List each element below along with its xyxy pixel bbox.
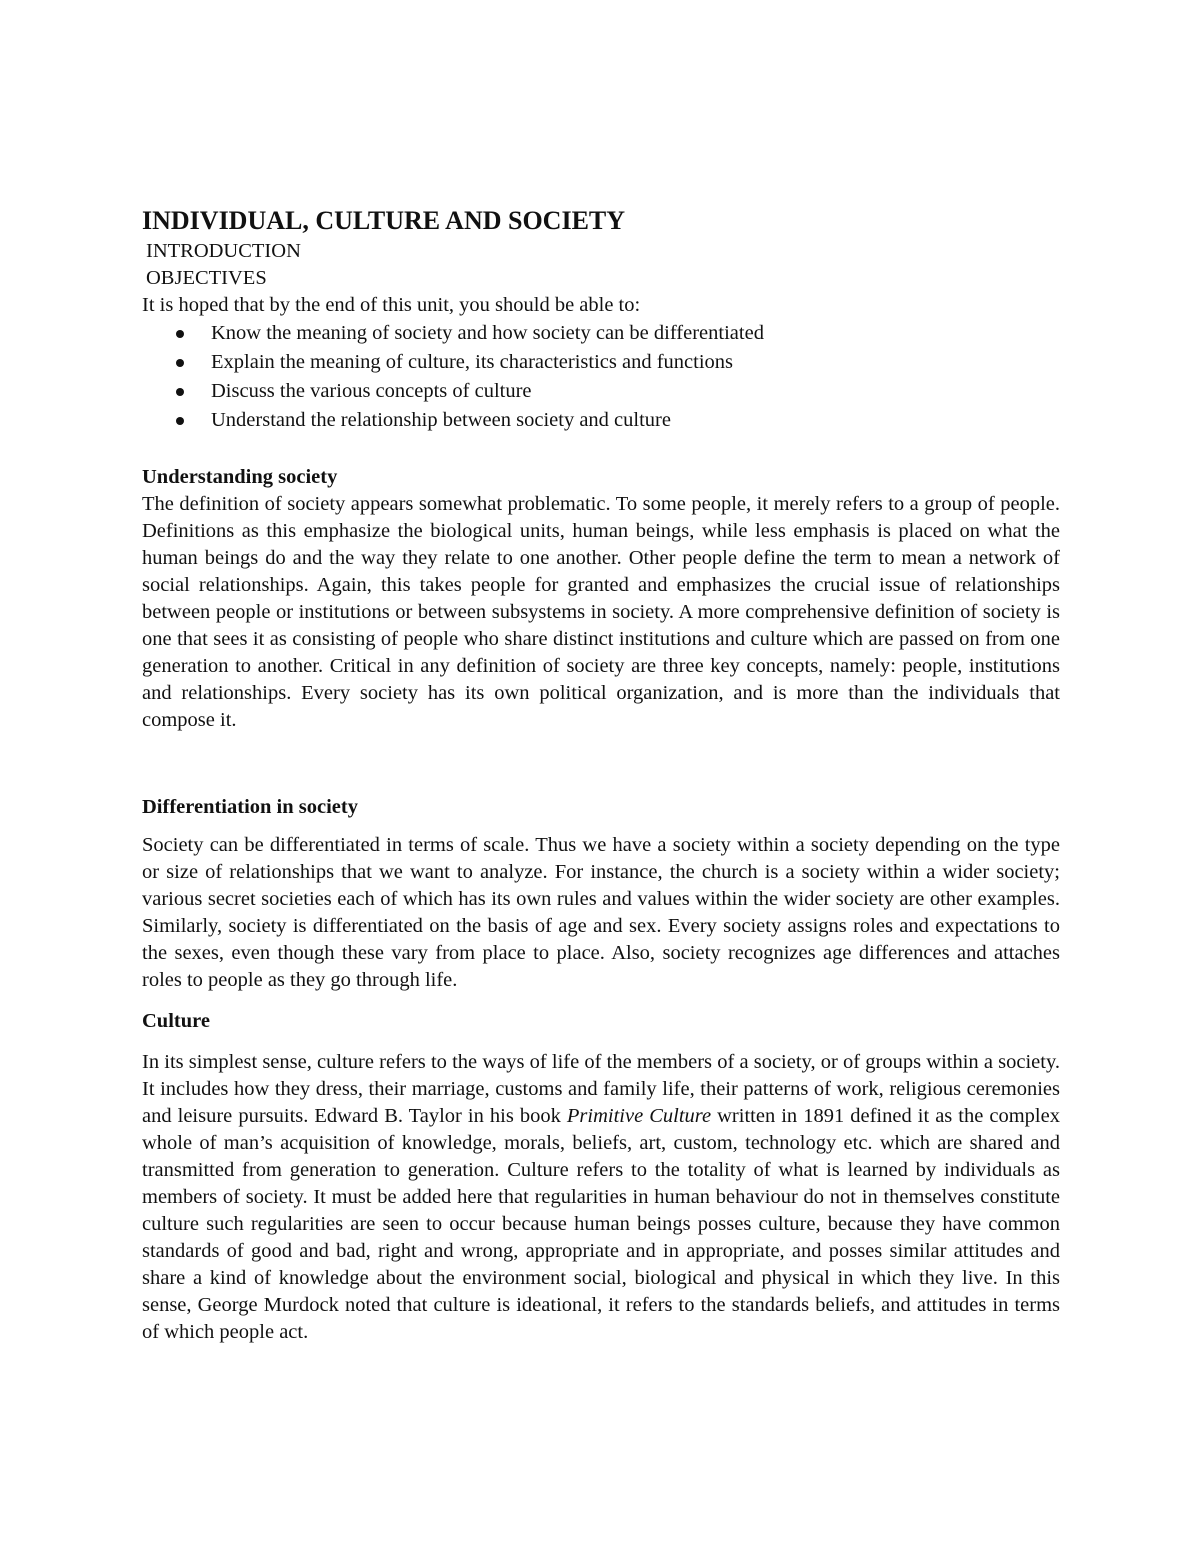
culture-text-part2: written in 1891 defined it as the complex whole of man’s acquisition of knowledge, morals, beliefs, art, custom, technology etc. which are shared and transmitted from generation to generation. Culture refers to the totality of what is learned by individuals as members of society. It must be added here that regularities in human behaviour do not in themselves constitute culture such regularities are seen to occur because human beings posses culture, because they have common standards of good and bad, right and wrong, appropriate and in appropriate, and posses similar attitudes and share a kind of knowledge about the environment social, biological and physical in which they live. In this sense, George Murdock noted that culture is ideational, it refers to the standards beliefs, and attitudes in terms of which people act. (142, 1105, 1060, 1343)
document-page (142, 204, 1060, 1346)
bullet-icon (176, 359, 184, 367)
differentiation-paragraph: Society can be differentiated in terms of scale. Thus we have a society within a society depending on the type or size of relationships that we want to analyze. For instance, the church is a society within a wider society; various secret societies each of which has its own rules and values within the wider society are other examples. Similarly, society is differentiated on the basis of age and sex. Every society assigns roles and expectations to the sexes, even though these vary from place to place. Also, society recognizes age differences and attaches roles to people as they go through life. (142, 834, 1060, 991)
section-heading-differentiation: Differentiation in society (142, 796, 358, 818)
objective-item (142, 348, 1060, 377)
book-title: Primitive Culture (566, 1105, 712, 1127)
objective-item (142, 406, 1060, 435)
section-heading-culture: Culture (142, 1010, 210, 1032)
culture-text-part1: In its simplest sense, culture refers to the ways of life of the members of a society, or of groups within a society. It includes how they dress, their marriage, customs and family life, their patterns of work, religious ceremonies and leisure pursuits. Edward B. Taylor in his book (142, 1051, 1060, 1127)
objective-text: Know the meaning of society and how society can be differentiated (211, 322, 764, 344)
bullet-icon (176, 417, 184, 425)
objective-item (142, 319, 1060, 348)
objective-item (142, 377, 1060, 406)
bullet-icon (176, 388, 184, 396)
objectives-list (142, 319, 1060, 435)
objective-text: Explain the meaning of culture, its characteristics and functions (211, 351, 734, 373)
objective-text: Discuss the various concepts of culture (211, 380, 532, 402)
objective-text: Understand the relationship between society and culture (211, 409, 671, 431)
objectives-intro: It is hoped that by the end of this unit, you should be able to: (142, 294, 641, 316)
understanding-society-paragraph: The definition of society appears somewhat problematic. To some people, it merely refers to a group of people. Definitions as this emphasize the biological units, human beings, while less emphasis is placed on what the human beings do and the way they relate to one another. Other people define the term to mean a network of social relationships. Again, this takes people for granted and emphasizes the crucial issue of relationships between people or institutions or between subsystems in society. A more comprehensive definition of society is one that sees it as consisting of people who share distinct institutions and culture which are passed on from one generation to another. Critical in any definition of society are three key concepts, namely: people, institutions and relationships. Every society has its own political organization, and is more than the individuals that compose it. (142, 493, 1060, 731)
culture-paragraph (142, 1049, 1060, 1346)
document-title: INDIVIDUAL, CULTURE AND SOCIETY (142, 206, 626, 235)
objectives-label: OBJECTIVES (146, 267, 267, 289)
bullet-icon (176, 330, 184, 338)
section-heading-understanding-society: Understanding society (142, 466, 338, 488)
introduction-label: INTRODUCTION (146, 240, 301, 262)
